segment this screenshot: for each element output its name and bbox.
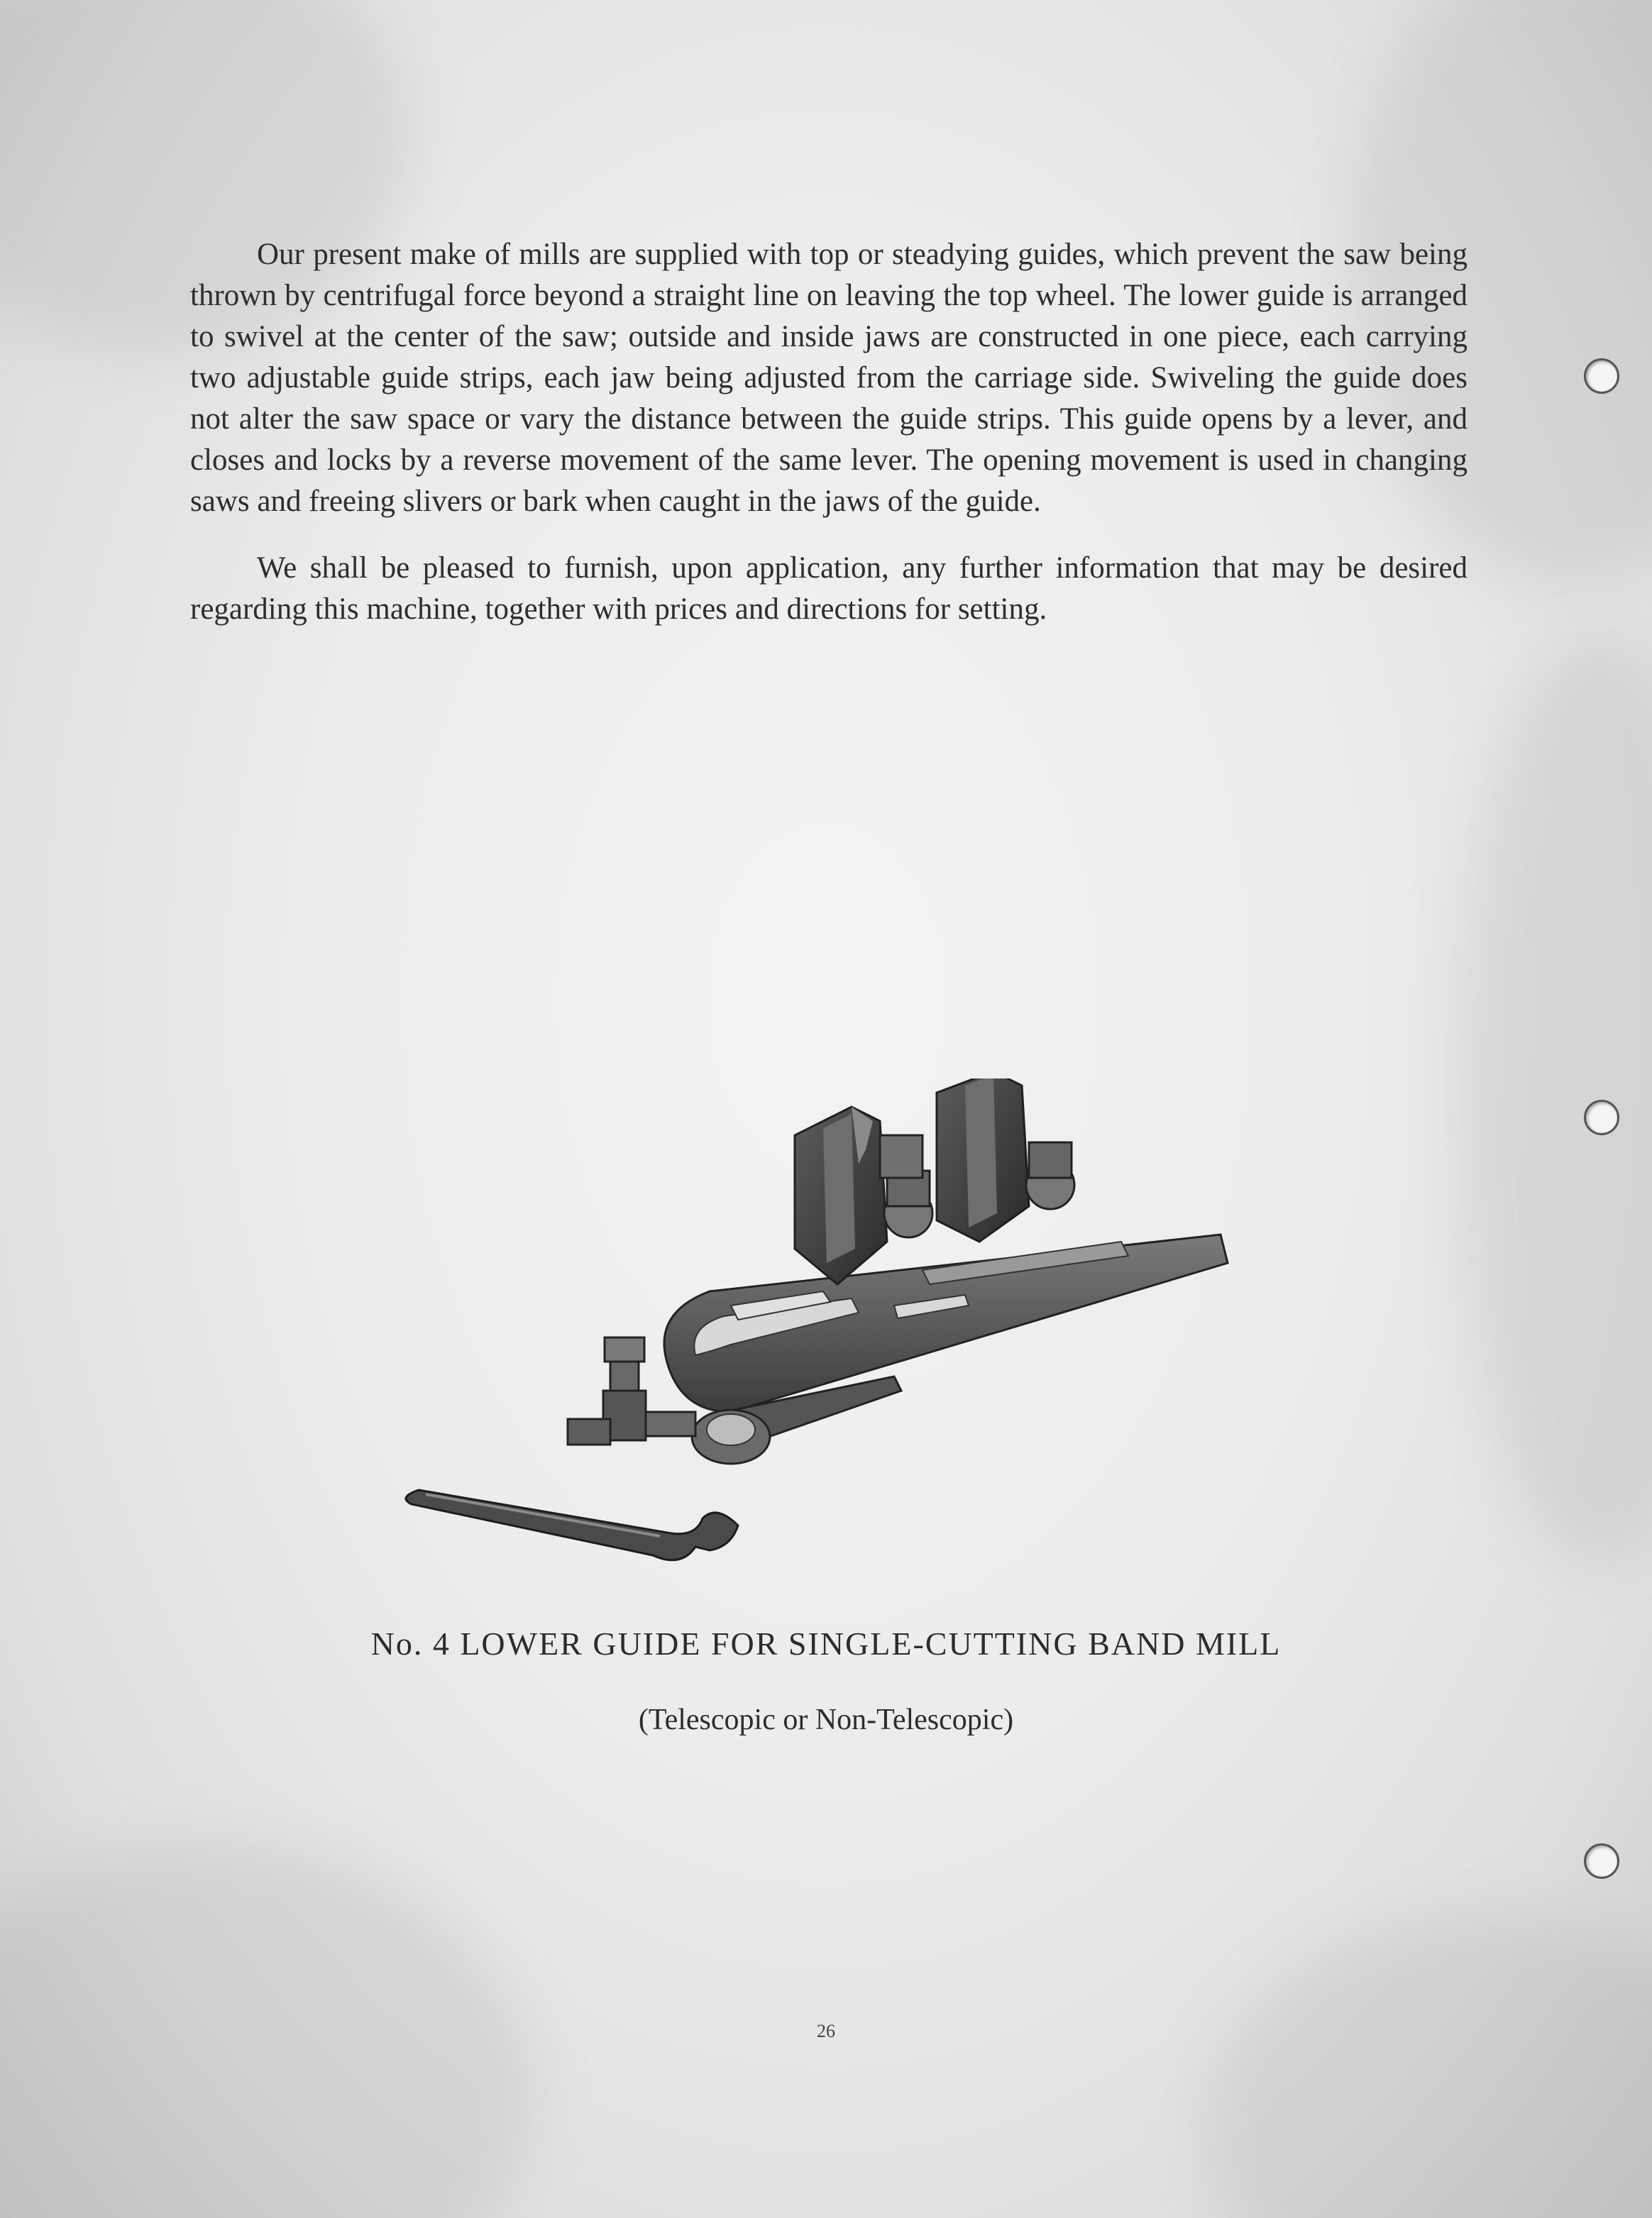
punch-hole	[1584, 1843, 1619, 1879]
water-stain	[1206, 1916, 1652, 2218]
guide-base-plate	[664, 1235, 1228, 1412]
figure-subcaption: (Telescopic or Non-Telescopic)	[638, 1704, 1014, 1736]
lower-guide-illustration	[397, 1078, 1249, 1589]
punch-hole	[1584, 1100, 1619, 1135]
punch-hole	[1584, 358, 1619, 394]
water-stain	[1455, 639, 1652, 1561]
guide-jaw-front	[795, 1107, 932, 1284]
wrench	[406, 1490, 738, 1560]
figure-caption: No. 4 LOWER GUIDE FOR SINGLE-CUTTING BAND MILL	[370, 1626, 1282, 1662]
page-number: 26	[817, 2021, 835, 2041]
body-text	[190, 234, 1467, 656]
paragraph-1: Our present make of mills are supplied with top or steadying guides, which prevent the saw being thrown by centrifugal force beyond a straight line on leaving the top wheel. The lower guide is arranged to swivel at the center of the saw; outside and inside jaws are constructed in one piece, each carrying two adjustable guide strips, each jaw being adjusted from the carriage side. Swiveling the guide does not alter the saw space or vary the distance between the guide strips. This guide opens by a lever, and closes and locks by a reverse movement of the same lever. The opening movement is used in changing saws and freeing slivers or bark when caught in the jaws of the guide.	[190, 238, 1467, 518]
paragraph-2: We shall be pleased to furnish, upon application, any further information that may be desired regarding this machine, together with prices and directions for setting.	[190, 551, 1467, 626]
